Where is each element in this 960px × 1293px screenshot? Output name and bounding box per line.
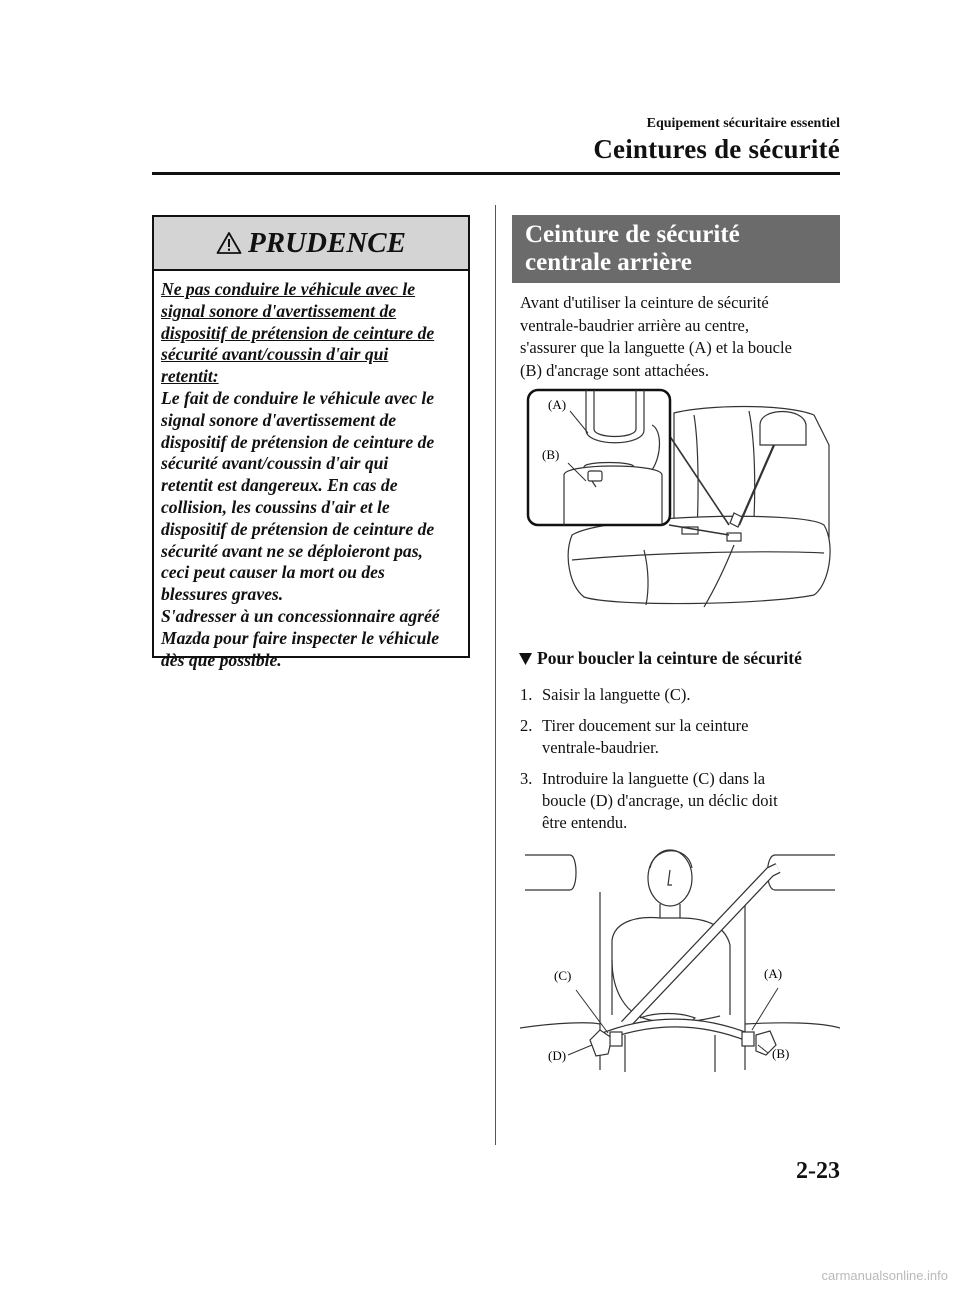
intro-line: ventrale-baudrier arrière au centre, bbox=[520, 315, 750, 335]
step-text bbox=[542, 715, 840, 759]
section-heading-line: centrale arrière bbox=[525, 249, 692, 276]
watermark: carmanualsonline.info bbox=[821, 1268, 948, 1283]
caution-line: dès que possible. bbox=[161, 649, 282, 670]
step-line: Introduire la languette (C) dans la bbox=[542, 769, 766, 788]
caution-line: Mazda pour faire inspecter le véhicule bbox=[161, 627, 440, 648]
caution-body bbox=[154, 271, 468, 671]
step-text bbox=[542, 684, 840, 706]
procedure-title: Pour boucler la ceinture de sécurité bbox=[537, 648, 802, 668]
figure1-label-a: (A) bbox=[548, 397, 567, 412]
caution-line: sécurité avant ne se déploieront pas, bbox=[161, 540, 423, 561]
caution-line: dispositif de prétension de ceinture de bbox=[161, 518, 435, 539]
step-number: 3. bbox=[520, 769, 533, 788]
caution-line: dispositif de prétension de ceinture de bbox=[161, 322, 435, 343]
warning-triangle-icon bbox=[216, 231, 242, 255]
step-line: Tirer doucement sur la ceinture bbox=[542, 716, 749, 735]
caution-box bbox=[152, 215, 470, 670]
caution-line: Ne pas conduire le véhicule avec le bbox=[161, 279, 416, 299]
procedure-steps bbox=[520, 684, 840, 843]
caution-line: collision, les coussins d'air et le bbox=[161, 496, 390, 517]
intro-paragraph bbox=[520, 292, 840, 382]
caution-line: retentit: bbox=[161, 366, 219, 387]
figure2-label-c: (C) bbox=[554, 968, 572, 983]
caution-header bbox=[154, 217, 468, 271]
caution-line: blessures graves. bbox=[161, 584, 284, 605]
caution-line: ceci peut causer la mort ou des bbox=[161, 562, 385, 583]
caution-line: dispositif de prétension de ceinture de bbox=[161, 431, 435, 452]
caution-line: signal sonore d'avertissement de bbox=[161, 409, 397, 430]
step-line: ventrale-baudrier. bbox=[542, 738, 659, 757]
caution-line: signal sonore d'avertissement de bbox=[161, 300, 397, 321]
figure2-label-a: (A) bbox=[764, 966, 783, 981]
page-title: Ceintures de sécurité bbox=[593, 134, 840, 164]
intro-line: (B) d'ancrage sont attachées. bbox=[520, 360, 709, 380]
caution-line: sécurité avant/coussin d'air qui bbox=[161, 344, 389, 365]
step-number: 1. bbox=[520, 685, 533, 704]
step-line: être entendu. bbox=[542, 813, 628, 832]
column-divider bbox=[495, 205, 496, 1145]
caution-line: sécurité avant/coussin d'air qui bbox=[161, 453, 389, 474]
procedure-heading bbox=[518, 648, 802, 669]
step-line: Saisir la languette (C). bbox=[542, 685, 691, 704]
intro-line: s'assurer que la languette (A) et la boucle bbox=[520, 338, 792, 357]
step-item bbox=[520, 684, 840, 706]
caution-title: PRUDENCE bbox=[248, 226, 406, 259]
figure2-label-b: (B) bbox=[772, 1046, 790, 1061]
page-number: 2-23 bbox=[796, 1158, 840, 1184]
section-heading-line: Ceinture de sécurité bbox=[525, 221, 740, 248]
step-number: 2. bbox=[520, 716, 533, 735]
intro-line: Avant d'utiliser la ceinture de sécurité bbox=[520, 293, 769, 312]
step-text bbox=[542, 768, 840, 834]
caution-line: S'adresser à un concessionnaire agréé bbox=[161, 605, 440, 626]
step-line: boucle (D) d'ancrage, un déclic doit bbox=[542, 791, 778, 810]
chapter-subtitle: Equipement sécuritaire essentiel bbox=[646, 116, 840, 131]
figure2-label-d: (D) bbox=[548, 1048, 567, 1063]
figure1-label-b: (B) bbox=[542, 447, 560, 462]
caution-line: Le fait de conduire le véhicule avec le bbox=[161, 387, 435, 408]
passenger-buckling-illustration bbox=[520, 840, 840, 1080]
section-heading bbox=[512, 215, 840, 283]
header-rule bbox=[152, 172, 840, 175]
step-item bbox=[520, 768, 840, 834]
caution-line: retentit est dangereux. En cas de bbox=[161, 475, 398, 496]
down-triangle-icon bbox=[518, 652, 533, 666]
rear-seat-illustration bbox=[524, 385, 840, 610]
step-item bbox=[520, 715, 840, 759]
